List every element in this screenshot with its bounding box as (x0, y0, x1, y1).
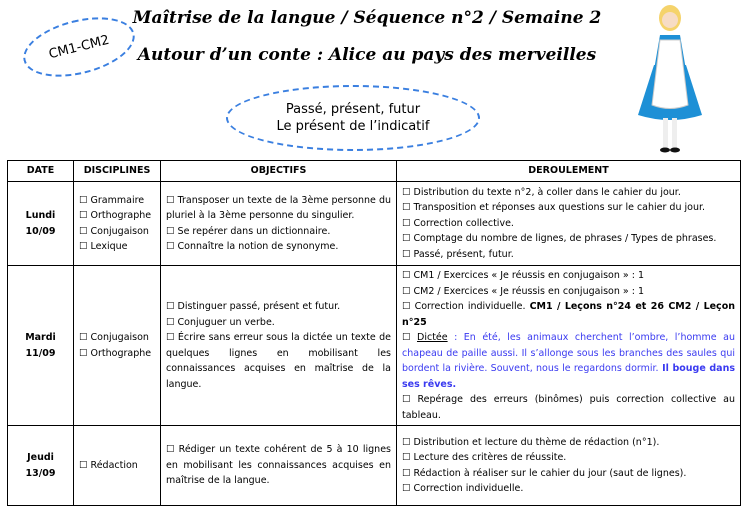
discipline: ☐ Orthographe (79, 210, 152, 221)
objective: ☐ Transposer un texte de la 3ème personne du pluriel à la 3ème personne du singulier. (166, 194, 391, 221)
correction-text: ☐ Correction individuelle. (402, 301, 526, 312)
objective: ☐ Conjuguer un verbe. (166, 316, 275, 328)
topic-line: Passé, présent, futur (285, 102, 421, 117)
day: Mardi (25, 332, 56, 343)
step: ☐ Comptage du nombre de lignes, de phrases / Types de phrases. (402, 233, 717, 245)
step: ☐ Repérage des erreurs (binômes) puis correction collective au tableau. (402, 394, 735, 421)
objectifs-cell (161, 426, 397, 506)
column-header: DATE (8, 161, 74, 182)
objective: ☐ Distinguer passé, présent et futur. (166, 301, 341, 312)
objective: ☐ Connaître la notion de synonyme. (166, 241, 339, 252)
table-row (8, 426, 741, 506)
objectifs-cell (161, 266, 397, 426)
lessons-text: CM1 / Leçons n°24 et 26 CM2 / Leçon n°25 (402, 301, 735, 328)
date-cell (8, 266, 74, 426)
discipline: ☐ Lexique (79, 241, 128, 252)
table-row (8, 182, 741, 266)
date: 13/09 (25, 467, 56, 479)
page-subtitle: Autour d’un conte : Alice au pays des merveilles (137, 45, 597, 65)
page-title: Maîtrise de la langue / Séquence n°2 / Semaine 2 (132, 8, 602, 28)
discipline: ☐ Rédaction (79, 459, 138, 471)
table-row (8, 266, 741, 426)
dictee-text: : En été, les animaux cherchent l’ombre, l’homme au chapeau de paille aussi. Il s’allonge sous les branches des saules qui bordent la rivière. Souvent, nous le regardons dormir. (402, 332, 735, 374)
objective: ☐ Rédiger un texte cohérent de 5 à 10 lignes en mobilisant les connaissances acquises en maîtrise de la langue. (166, 444, 391, 487)
deroulement-cell (397, 182, 741, 266)
objectifs-cell (161, 182, 397, 266)
objective: ☐ Écrire sans erreur sous la dictée un texte de quelques lignes en mobilisant les connaissances acquises en maîtrise de la langue. (166, 332, 391, 390)
step: ☐ CM2 / Exercices « Je réussis en conjugaison » : 1 (402, 285, 644, 297)
step: ☐ Lecture des critères de réussite. (402, 452, 567, 463)
step: ☐ Passé, présent, futur. (402, 248, 514, 260)
table-header-row (8, 161, 741, 182)
disciplines-cell (74, 426, 161, 506)
alice-illustration (630, 0, 710, 155)
step: ☐ Distribution et lecture du thème de rédaction (n°1). (402, 436, 660, 448)
deroulement-cell (397, 426, 741, 506)
date: 11/09 (25, 347, 56, 359)
step: ☐ Rédaction à réaliser sur le cahier du jour (saut de lignes). (402, 467, 687, 479)
step: ☐ Transposition et réponses aux questions sur le cahier du jour. (402, 202, 706, 214)
topic-line: Le présent de l’indicatif (276, 119, 430, 134)
column-header: OBJECTIFS (161, 161, 397, 182)
column-header: DISCIPLINES (74, 161, 161, 182)
disciplines-cell (74, 182, 161, 266)
schedule-table (7, 160, 741, 506)
step: ☐ Distribution du texte n°2, à coller dans le cahier du jour. (402, 186, 681, 198)
day: Jeudi (27, 452, 54, 463)
date-cell (8, 182, 74, 266)
step: ☐ Correction collective. (402, 217, 514, 229)
day: Lundi (25, 210, 56, 221)
date-cell (8, 426, 74, 506)
discipline: ☐ Grammaire (79, 194, 145, 206)
objective: ☐ Se repérer dans un dictionnaire. (166, 225, 331, 237)
date: 10/09 (25, 225, 56, 237)
step: ☐ Correction individuelle. (402, 483, 524, 494)
discipline: ☐ Conjugaison (79, 332, 149, 343)
level-badge: CM1-CM2 (17, 7, 141, 87)
deroulement-cell (397, 266, 741, 426)
step (402, 299, 735, 330)
step: ☐ Dictée : En été, les animaux cherchent l’ombre, l’homme au chapeau de paille aussi. Il s’allonge sous les branches des saules qui bordent la rivière. Souvent, nous le regardons dormir. Il bouge dans ses rêves. (402, 332, 735, 390)
step: ☐ CM1 / Exercices « Je réussis en conjugaison » : 1 (402, 270, 644, 281)
disciplines-cell (74, 266, 161, 426)
discipline: ☐ Conjugaison (79, 225, 149, 237)
discipline: ☐ Orthographe (79, 347, 152, 359)
dictee-label: Dictée (417, 332, 448, 343)
dictee-bold: Il bouge dans ses rêves. (402, 363, 735, 390)
column-header: DEROULEMENT (397, 161, 741, 182)
topic-oval (226, 85, 480, 151)
